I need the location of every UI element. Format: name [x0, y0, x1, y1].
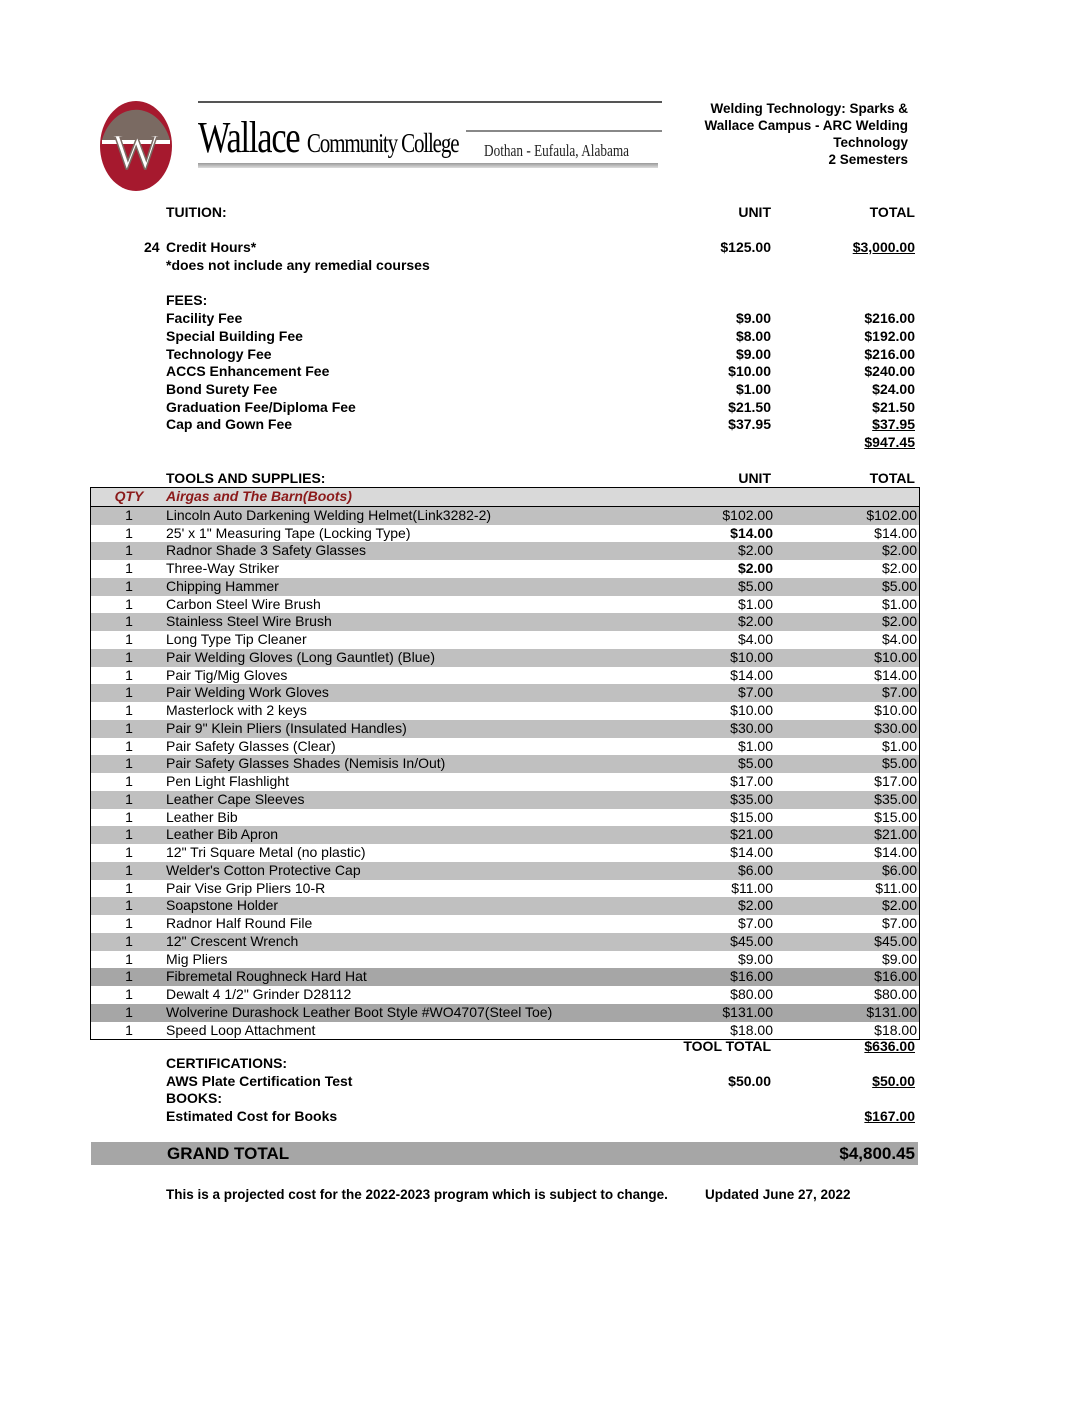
tool-name: Pen Light Flashlight [166, 773, 289, 789]
tool-unit: $17.00 [730, 773, 773, 789]
tool-total-cell: $17.00 [874, 773, 917, 789]
tool-unit: $21.00 [730, 826, 773, 843]
tool-total-cell: $2.00 [881, 542, 917, 559]
qty-header: QTY [114, 488, 144, 504]
tool-unit: $131.00 [722, 1003, 773, 1020]
tool-name: Pair Vise Grip Pliers 10-R [166, 879, 326, 896]
tool-qty: 1 [125, 595, 133, 612]
tool-qty: 1 [125, 666, 133, 683]
tool-total-cell: $2.00 [881, 897, 917, 914]
tool-name: Fibremetal Roughneck Hard Hat [166, 968, 367, 985]
college-name-rest: Community College [306, 128, 459, 158]
tools-table-header [91, 487, 919, 507]
tool-qty: 1 [125, 613, 133, 630]
tool-name: Welder's Cotton Protective Cap [166, 861, 361, 878]
tool-name: Dewalt 4 1/2" Grinder D28112 [166, 986, 352, 1002]
tool-total-cell: $5.00 [881, 577, 917, 594]
college-name-main: Wallace [198, 113, 300, 162]
fee-unit: $9.00 [735, 346, 771, 362]
tool-unit: $35.00 [730, 790, 773, 807]
tool-name: Lincoln Auto Darkening Welding Helmet(Link3282-2) [166, 506, 492, 523]
tool-name: Carbon Steel Wire Brush [166, 595, 321, 612]
fee-total: $240.00 [864, 363, 915, 379]
tool-unit: $11.00 [731, 879, 773, 896]
fee-name: ACCS Enhancement Fee [166, 363, 330, 379]
tool-row [91, 844, 919, 862]
tool-name: Soapstone Holder [166, 897, 279, 914]
tool-total-cell: $5.00 [881, 755, 917, 772]
tool-total-cell: $102.00 [866, 506, 917, 523]
grand-total-label: GRAND TOTAL [167, 1144, 290, 1163]
fee-unit: $10.00 [728, 363, 771, 379]
tool-qty: 1 [125, 968, 133, 985]
tool-qty: 1 [125, 684, 133, 701]
tool-row [91, 915, 919, 933]
tool-row [91, 933, 919, 951]
tool-qty: 1 [125, 879, 133, 896]
tool-name: Leather Bib Apron [166, 826, 279, 843]
tool-total-cell: $7.00 [881, 684, 917, 701]
certification-unit: $50.00 [728, 1073, 771, 1089]
tool-row [91, 755, 919, 773]
tool-name: Pair Safety Glasses (Clear) [166, 737, 336, 754]
tool-name: Three-Way Striker [166, 560, 280, 576]
tool-total-label: TOOL TOTAL [683, 1038, 771, 1054]
tool-row [91, 525, 919, 543]
tool-qty: 1 [125, 506, 133, 523]
tool-qty: 1 [125, 808, 133, 825]
tool-name: Leather Bib [166, 808, 238, 825]
tool-total-cell: $14.00 [874, 524, 917, 541]
program-line-3: Technology [833, 135, 908, 150]
tool-total-cell: $10.00 [874, 702, 917, 718]
tool-total-cell: $30.00 [874, 719, 917, 736]
fee-total: $216.00 [864, 346, 915, 362]
tuition-total: $3,000.00 [852, 239, 915, 255]
tool-row [91, 897, 919, 915]
tool-qty: 1 [125, 524, 133, 541]
tool-row [91, 1004, 919, 1022]
tool-row [91, 986, 919, 1004]
tool-qty: 1 [125, 826, 133, 843]
tool-row [91, 951, 919, 969]
tool-name: Wolverine Durashock Leather Boot Style #WO4707(Steel Toe) [166, 1003, 553, 1020]
tool-row [91, 862, 919, 880]
tool-unit: $18.00 [730, 1021, 773, 1038]
tools-table [90, 487, 920, 1040]
tool-name: Masterlock with 2 keys [166, 702, 307, 718]
tool-qty: 1 [125, 1003, 133, 1020]
tool-name: Mig Pliers [166, 950, 228, 967]
tool-unit: $7.00 [737, 684, 773, 701]
fee-unit: $21.50 [728, 399, 771, 415]
tool-unit: $16.00 [730, 968, 773, 985]
fee-unit: $8.00 [735, 328, 771, 344]
tool-total-cell: $131.00 [866, 1003, 917, 1020]
certification-item: AWS Plate Certification Test [166, 1073, 353, 1089]
tool-unit: $4.00 [737, 631, 773, 647]
credit-hours-count: 24 [144, 239, 160, 255]
tool-total-cell: $7.00 [881, 915, 917, 931]
tool-name: Pair Welding Gloves (Long Gauntlet) (Blue) [166, 648, 435, 665]
tool-unit: $7.00 [737, 915, 773, 931]
fee-name: Technology Fee [166, 346, 272, 362]
tool-name: Long Type Tip Cleaner [166, 631, 307, 647]
tool-total-cell: $21.00 [874, 826, 917, 843]
tool-name: Speed Loop Attachment [166, 1021, 316, 1038]
fee-unit: $1.00 [735, 381, 771, 397]
tool-unit: $14.00 [730, 844, 773, 860]
tool-name: Leather Cape Sleeves [166, 790, 305, 807]
tool-total-cell: $14.00 [874, 844, 917, 860]
tool-qty: 1 [125, 1021, 133, 1038]
tool-qty: 1 [125, 915, 133, 931]
tool-row [91, 968, 919, 986]
tool-total-cell: $15.00 [874, 808, 917, 825]
tool-total-cell: $10.00 [874, 648, 917, 665]
tool-unit: $9.00 [737, 950, 773, 967]
tool-row [91, 791, 919, 809]
fee-total: $24.00 [872, 381, 915, 397]
tool-qty: 1 [125, 861, 133, 878]
tool-unit: $1.00 [737, 737, 773, 754]
tool-row [91, 631, 919, 649]
fee-name: Graduation Fee/Diploma Fee [166, 399, 356, 415]
tool-name: Stainless Steel Wire Brush [166, 613, 332, 630]
tool-row [91, 613, 919, 631]
tool-row [91, 880, 919, 898]
tool-name: 12" Crescent Wrench [166, 932, 299, 949]
tool-qty: 1 [125, 702, 133, 718]
tool-row [91, 738, 919, 756]
tool-row [91, 596, 919, 614]
tool-unit: $2.00 [737, 897, 773, 914]
tool-qty: 1 [125, 950, 133, 967]
tool-unit: $10.00 [730, 648, 773, 665]
vendor-name: Airgas and The Barn(Boots) [166, 488, 352, 504]
logo-letter: W [112, 123, 160, 179]
fee-name: Bond Surety Fee [166, 381, 278, 397]
fee-name: Special Building Fee [166, 328, 303, 344]
credit-hours-note: *does not include any remedial courses [166, 257, 430, 273]
tools-unit-label: UNIT [738, 470, 771, 486]
tool-row [91, 667, 919, 685]
tool-name: Pair 9" Klein Pliers (Insulated Handles) [166, 719, 407, 736]
tool-unit: $102.00 [722, 506, 773, 523]
fee-unit: $37.95 [728, 416, 771, 432]
tool-qty: 1 [125, 577, 133, 594]
credit-hours-label: Credit Hours* [166, 239, 257, 255]
tool-unit: $45.00 [730, 932, 773, 949]
tool-total-cell: $6.00 [881, 861, 917, 878]
tool-unit: $2.00 [737, 613, 773, 630]
tool-row [91, 542, 919, 560]
tool-unit: $80.00 [730, 986, 773, 1002]
tool-qty: 1 [125, 790, 133, 807]
tool-qty: 1 [125, 773, 133, 789]
grand-total-value: $4,800.45 [839, 1144, 915, 1163]
certification-total: $50.00 [872, 1073, 915, 1089]
books-total: $167.00 [864, 1108, 915, 1124]
tool-row [91, 578, 919, 596]
tool-total-cell: $18.00 [874, 1021, 917, 1038]
college-location: Dothan - Eufaula, Alabama [484, 141, 630, 160]
tuition-heading: TUITION: [166, 204, 227, 220]
tool-row [91, 684, 919, 702]
header-rule-mid [466, 130, 662, 132]
tool-name: Pair Safety Glasses Shades (Nemisis In/Out) [166, 755, 446, 772]
credit-hours-unit: $125.00 [720, 239, 771, 255]
tool-total-cell: $2.00 [881, 560, 917, 576]
tool-unit: $2.00 [737, 542, 773, 559]
tool-total-cell: $1.00 [881, 595, 917, 612]
tool-qty: 1 [125, 560, 133, 576]
tool-total-cell: $14.00 [874, 666, 917, 683]
tool-qty: 1 [125, 986, 133, 1002]
tool-unit: $6.00 [737, 861, 773, 878]
tool-total-cell: $35.00 [874, 790, 917, 807]
tool-unit: $1.00 [737, 595, 773, 612]
tool-name: Pair Tig/Mig Gloves [166, 666, 288, 683]
tool-unit: $5.00 [737, 755, 773, 772]
college-wordmark [198, 112, 532, 163]
tool-name: Radnor Shade 3 Safety Glasses [166, 542, 367, 559]
tool-unit: $14.00 [730, 666, 773, 683]
tool-qty: 1 [125, 737, 133, 754]
tools-heading: TOOLS AND SUPPLIES: [166, 470, 326, 486]
tool-qty: 1 [125, 719, 133, 736]
tool-qty: 1 [125, 542, 133, 559]
tools-total-label: TOTAL [869, 470, 915, 486]
fee-name: Cap and Gown Fee [166, 416, 293, 432]
tool-name: Chipping Hammer [166, 577, 279, 594]
tool-unit: $15.00 [730, 808, 773, 825]
footer-updated: Updated June 27, 2022 [705, 1187, 851, 1202]
tool-row [91, 773, 919, 791]
tool-row [91, 1022, 919, 1041]
tool-qty: 1 [125, 932, 133, 949]
footer-note: This is a projected cost for the 2022-2023 program which is subject to change. [166, 1187, 668, 1202]
fee-total: $216.00 [864, 310, 915, 326]
tool-total-cell: $1.00 [881, 737, 917, 754]
tool-row [91, 507, 919, 525]
tool-qty: 1 [125, 631, 133, 647]
fee-total: $37.95 [872, 416, 915, 432]
program-line-4: 2 Semesters [828, 152, 908, 167]
books-heading: BOOKS: [166, 1090, 222, 1106]
tool-total: $636.00 [864, 1038, 915, 1054]
tool-row [91, 649, 919, 667]
program-line-1: Welding Technology: Sparks & [710, 101, 908, 116]
header-rule-bottom [198, 163, 658, 168]
tool-unit: $2.00 [737, 560, 773, 576]
tool-total-cell: $16.00 [874, 968, 917, 985]
tool-row [91, 809, 919, 827]
tuition-unit-label: UNIT [738, 204, 771, 220]
tool-total-cell: $9.00 [881, 950, 917, 967]
tool-total-cell: $2.00 [881, 613, 917, 630]
tool-total-cell: $4.00 [881, 631, 917, 647]
tool-qty: 1 [125, 755, 133, 772]
certifications-heading: CERTIFICATIONS: [166, 1055, 288, 1071]
college-logo [99, 100, 173, 192]
fee-total: $192.00 [864, 328, 915, 344]
tool-unit: $14.00 [730, 524, 773, 541]
tool-name: Radnor Half Round File [166, 915, 313, 931]
tool-qty: 1 [125, 648, 133, 665]
tool-qty: 1 [125, 897, 133, 914]
tool-row [91, 826, 919, 844]
books-item: Estimated Cost for Books [166, 1108, 338, 1124]
tool-total-cell: $11.00 [875, 879, 917, 896]
tool-name: 12" Tri Square Metal (no plastic) [166, 844, 366, 860]
fees-subtotal: $947.45 [864, 434, 915, 450]
tool-total-cell: $80.00 [874, 986, 917, 1002]
tool-row [91, 702, 919, 720]
fee-name: Facility Fee [166, 310, 243, 326]
tool-unit: $10.00 [730, 702, 773, 718]
tool-row [91, 560, 919, 578]
tool-total-cell: $45.00 [874, 932, 917, 949]
fee-unit: $9.00 [735, 310, 771, 326]
program-title [648, 100, 908, 168]
tool-qty: 1 [125, 844, 133, 860]
program-line-2: Wallace Campus - ARC Welding [704, 118, 908, 133]
tool-unit: $5.00 [737, 577, 773, 594]
tool-row [91, 720, 919, 738]
tool-name: 25' x 1" Measuring Tape (Locking Type) [166, 524, 411, 541]
tool-unit: $30.00 [730, 719, 773, 736]
tool-name: Pair Welding Work Gloves [166, 684, 329, 701]
fee-total: $21.50 [872, 399, 915, 415]
header-rule-top [198, 101, 662, 103]
tuition-total-label: TOTAL [869, 204, 915, 220]
fees-heading: FEES: [166, 292, 208, 308]
